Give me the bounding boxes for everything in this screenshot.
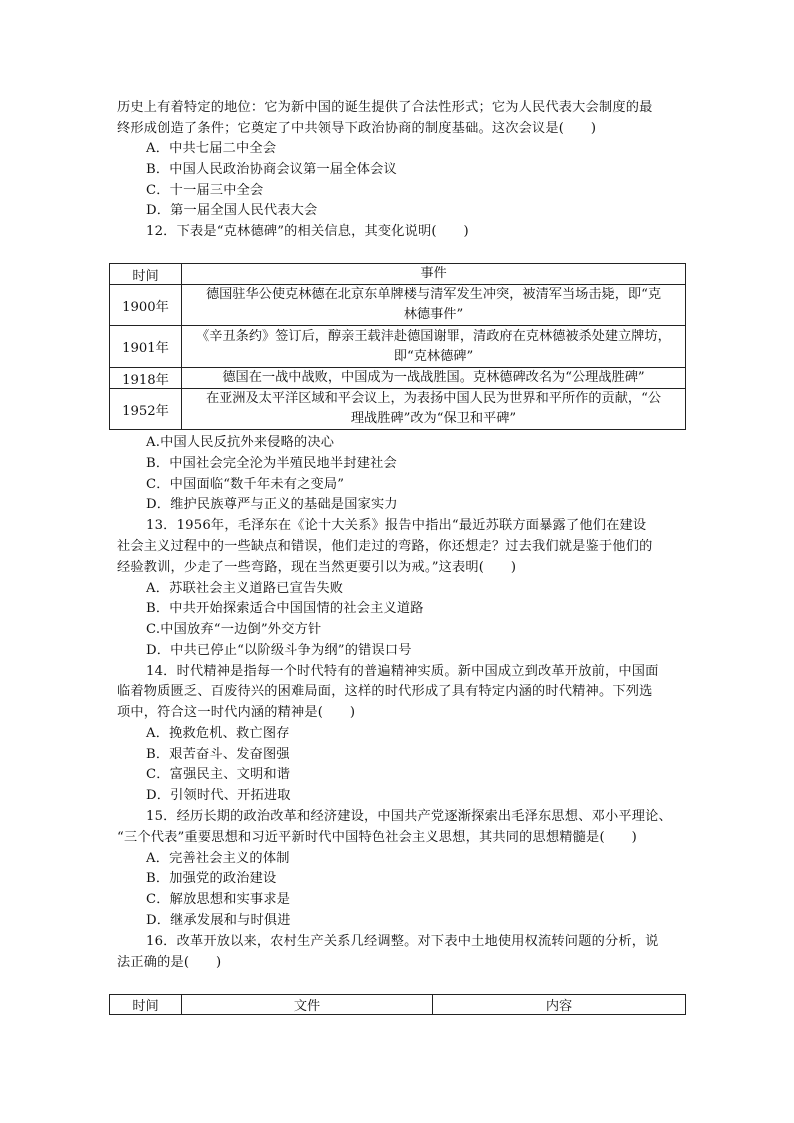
q16-table	[109, 994, 686, 1015]
q14-option-c: C．富强民主、文明和谐	[146, 767, 291, 782]
q15-stem-line-2: “三个代表”重要思想和习近平新时代中国特色社会主义思想，其共同的思想精髓是( )	[117, 830, 637, 845]
q11-stem-line-1: 历史上有着特定的地位：它为新中国的诞生提供了合法性形式；它为人民代表大会制度的最	[117, 100, 653, 115]
event-line: 德国在一战中战败，中国成为一战战胜国。克林德碑改名为“公理战胜碑”	[222, 370, 645, 385]
row-year: 1952年	[110, 389, 182, 430]
q11-option-a: A．中共七届二中全会	[146, 141, 277, 156]
q12-option-c: C．中国面临“数千年未有之变局”	[146, 477, 345, 492]
q14-stem-line-1: 14．时代精神是指每一个时代特有的普遍精神实质。新中国成立到改革开放前，中国面	[146, 664, 659, 679]
q15-option-b: B．加强党的政治建设	[146, 871, 277, 886]
event-line: 理战胜碑”改为“保卫和平碑”	[350, 411, 517, 426]
event-line: 在亚洲及太平洋区域和平会议上，为表扬中国人民为世界和平所作的贡献，“公	[205, 391, 662, 406]
table-row	[110, 389, 686, 430]
header-time: 时间	[110, 264, 182, 285]
q13-option-a: A．苏联社会主义道路已宣告失败	[146, 581, 344, 596]
table-row	[110, 285, 686, 326]
q11-option-b: B．中国人民政治协商会议第一届全体会议	[146, 162, 397, 177]
row-year: 1900年	[110, 285, 182, 326]
q15-option-d: D．继承发展和与时俱进	[146, 913, 291, 928]
q13-stem-line-1: 13．1956年，毛泽东在《论十大关系》报告中指出“最近苏联方面暴露了他们在建设	[146, 518, 647, 533]
q16-stem-line-2: 法正确的是( )	[117, 955, 222, 970]
q12-option-d: D．维护民族尊严与正义的基础是国家实力	[146, 497, 398, 512]
q13-stem-line-2: 社会主义过程中的一些缺点和错误，他们走过的弯路，你还想走？过去我们就是鉴于他们的	[117, 539, 653, 554]
q15-stem-line-1: 15．经历长期的政治改革和经济建设，中国共产党逐渐探索出毛泽东思想、邓小平理论、	[146, 809, 672, 824]
row-event	[182, 326, 686, 368]
q15-option-c: C．解放思想和实事求是	[146, 892, 291, 907]
header-content: 内容	[433, 995, 686, 1015]
q13-option-c: C.中国放弃“一边倒”外交方针	[146, 622, 322, 637]
q14-option-b: B．艰苦奋斗、发奋图强	[146, 747, 290, 762]
q11-stem-line-2: 终形成创造了条件；它奠定了中共领导下政治协商的制度基础。这次会议是( )	[117, 121, 597, 136]
event-line: 即“克林德碑”	[393, 348, 474, 364]
event-line: 林德事件”	[403, 307, 464, 322]
q12-table	[109, 263, 686, 430]
row-event	[182, 285, 686, 326]
q14-option-a: A．挽救危机、救亡图存	[146, 726, 290, 741]
header-event: 事件	[182, 264, 686, 285]
row-year: 1901年	[110, 326, 182, 368]
q13-option-d: D．中共已停止“以阶级斗争为纲”的错误口号	[146, 643, 412, 658]
q11-option-d: D．第一届全国人民代表大会	[146, 203, 318, 218]
q16-stem-line-1: 16．改革开放以来，农村生产关系几经调整。对下表中土地使用权流转问题的分析，说	[146, 934, 659, 949]
row-event	[182, 389, 686, 430]
table-row	[110, 368, 686, 389]
q13-option-b: B．中共开始探索适合中国国情的社会主义道路	[146, 601, 424, 616]
header-document: 文件	[182, 995, 433, 1015]
q13-stem-line-3: 经验教训，少走了一些弯路，现在当然更要引以为戒。”这表明( )	[117, 560, 517, 575]
q14-stem-line-3: 项中，符合这一时代内涵的精神是( )	[117, 705, 356, 720]
q14-stem-line-2: 临着物质匮乏、百废待兴的困难局面，这样的时代形成了具有特定内涵的时代精神。下列选	[117, 684, 653, 699]
table-row	[110, 326, 686, 368]
q11-option-c: C．十一届三中全会	[146, 183, 264, 198]
event-line: 德国驻华公使克林德在北京东单牌楼与清军发生冲突，被清军当场击毙，即“克	[205, 287, 662, 302]
event-line: 《辛丑条约》签订后，醇亲王载沣赴德国谢罪，清政府在克林德被杀处建立牌坊，	[196, 328, 671, 344]
header-time: 时间	[110, 995, 182, 1015]
q12-option-b: B．中国社会完全沦为半殖民地半封建社会	[146, 456, 397, 471]
row-year: 1918年	[110, 368, 182, 389]
table-header-row	[110, 995, 686, 1015]
q12-option-a: A.中国人民反抗外来侵略的决心	[146, 435, 335, 450]
table-header-row	[110, 264, 686, 285]
q12-stem: 12．下表是“克林德碑”的相关信息，其变化说明( )	[146, 224, 469, 239]
q14-option-d: D．引领时代、开拓进取	[146, 788, 291, 803]
row-event	[182, 368, 686, 389]
q15-option-a: A．完善社会主义的体制	[146, 851, 290, 866]
